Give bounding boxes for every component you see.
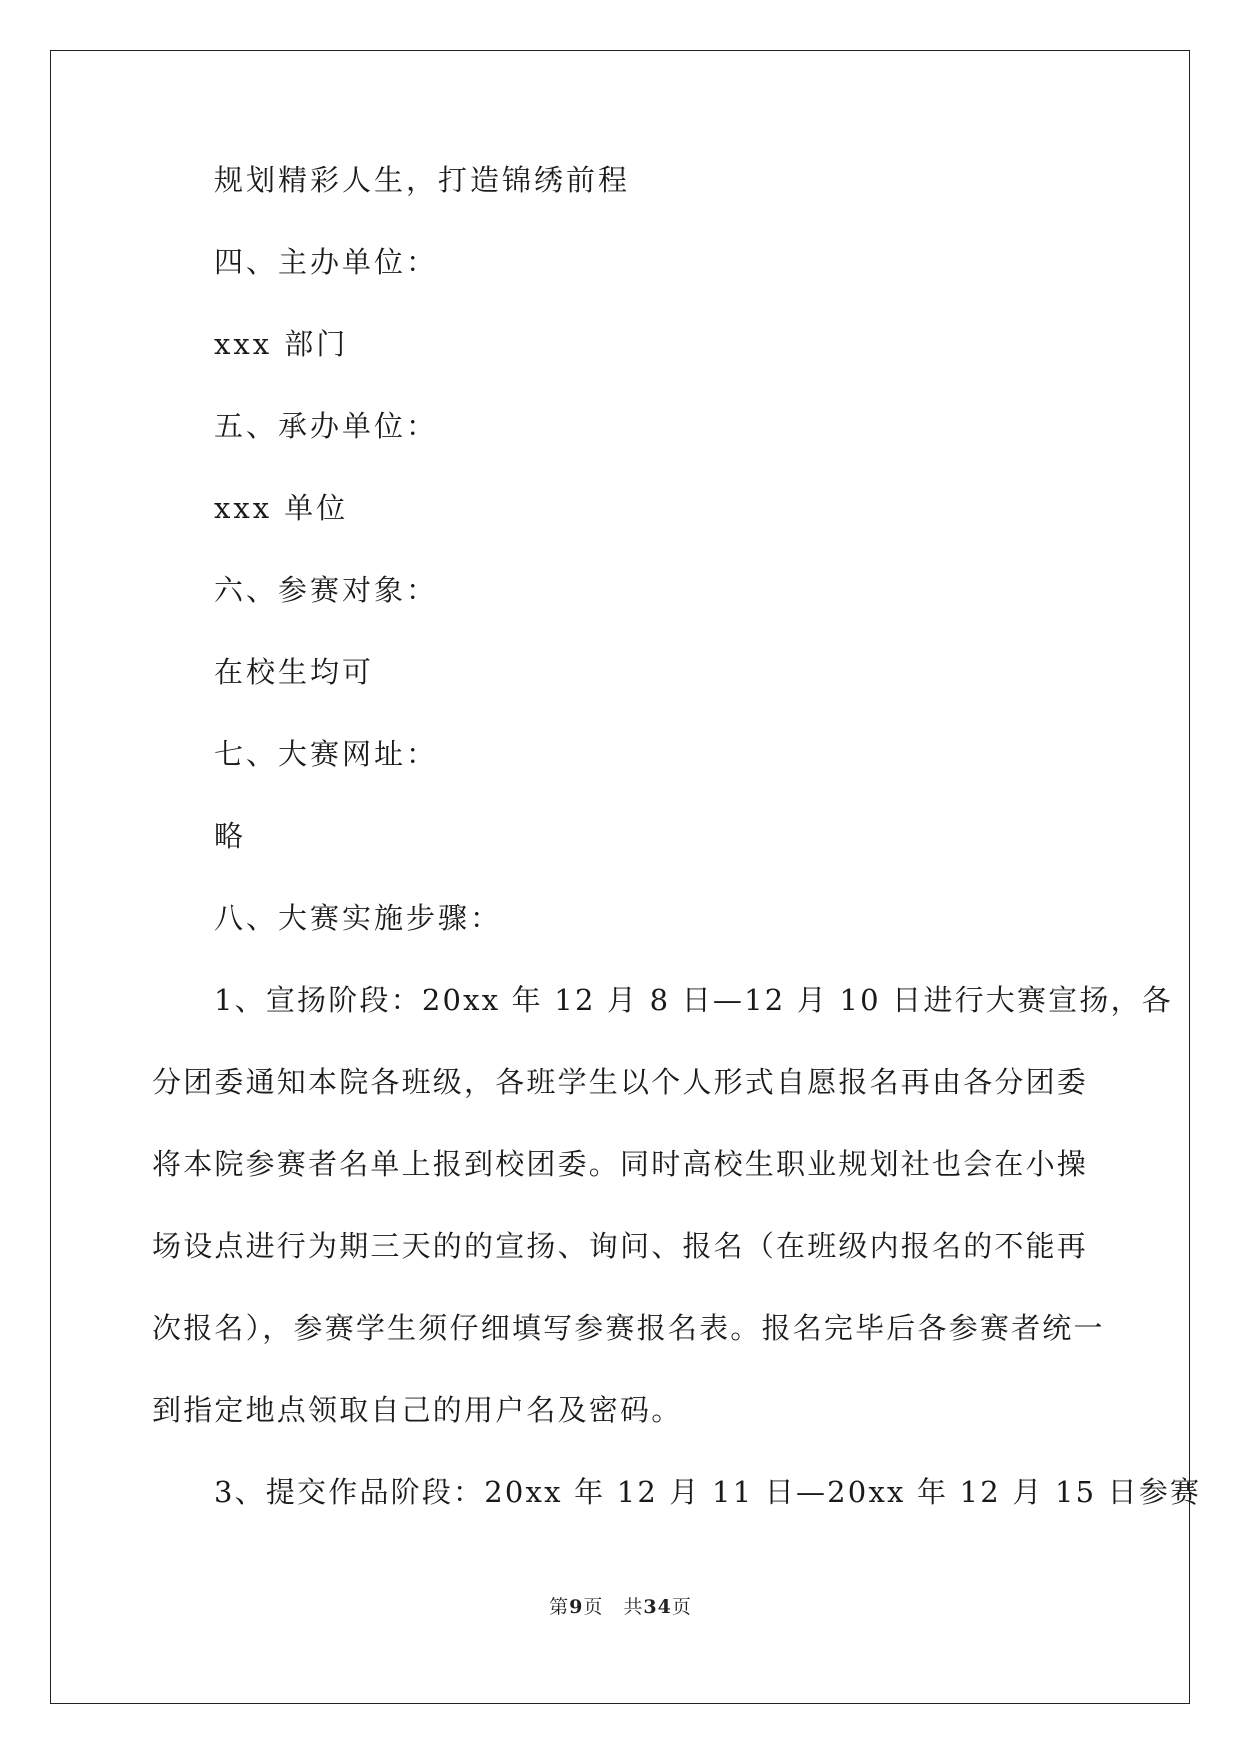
section-heading: 四、主办单位： xyxy=(214,245,439,279)
paragraph-line: 次报名），参赛学生须仔细填写参赛报名表。报名完毕后各参赛者统一 xyxy=(152,1311,1105,1345)
text-line: 规划精彩人生，打造锦绣前程 xyxy=(214,163,631,197)
paragraph-submission-stage xyxy=(152,1451,1202,1533)
section-heading: 八、大赛实施步骤： xyxy=(214,901,503,935)
footer-mid: 页 共 xyxy=(583,1596,644,1618)
paragraph-line: 分团委通知本院各班级，各班学生以个人形式自愿报名再由各分团委 xyxy=(152,1065,1089,1099)
footer-suffix: 页 xyxy=(671,1596,692,1618)
paragraph-line: 3、提交作品阶段：20xx 年 12 月 11 日—20xx 年 12 月 15 日参赛 xyxy=(214,1475,1202,1509)
text-line: 在校生均可 xyxy=(214,655,375,689)
paragraph-line: 场设点进行为期三天的的宣扬、询问、报名（在班级内报名的不能再 xyxy=(152,1229,1089,1263)
page-footer xyxy=(0,1592,1241,1619)
current-page-number: 9 xyxy=(569,1596,584,1618)
footer-prefix: 第 xyxy=(549,1596,570,1618)
paragraph-publicity-stage xyxy=(152,959,1173,1451)
paragraph-line: 到指定地点领取自己的用户名及密码。 xyxy=(152,1393,683,1427)
paragraph-line: 将本院参赛者名单上报到校团委。同时高校生职业规划社也会在小操 xyxy=(152,1147,1089,1181)
section-heading: 七、大赛网址： xyxy=(214,737,439,771)
total-page-number: 34 xyxy=(643,1596,672,1618)
section-heading: 五、承办单位： xyxy=(214,409,439,443)
text-line: 略 xyxy=(214,819,247,853)
text-line: xxx 单位 xyxy=(214,491,349,525)
paragraph-line: 1、宣扬阶段：20xx 年 12 月 8 日—12 月 10 日进行大赛宣扬，各 xyxy=(214,983,1173,1017)
section-heading: 六、参赛对象： xyxy=(214,573,439,607)
document-body xyxy=(152,160,1202,1533)
text-line: xxx 部门 xyxy=(214,327,349,361)
